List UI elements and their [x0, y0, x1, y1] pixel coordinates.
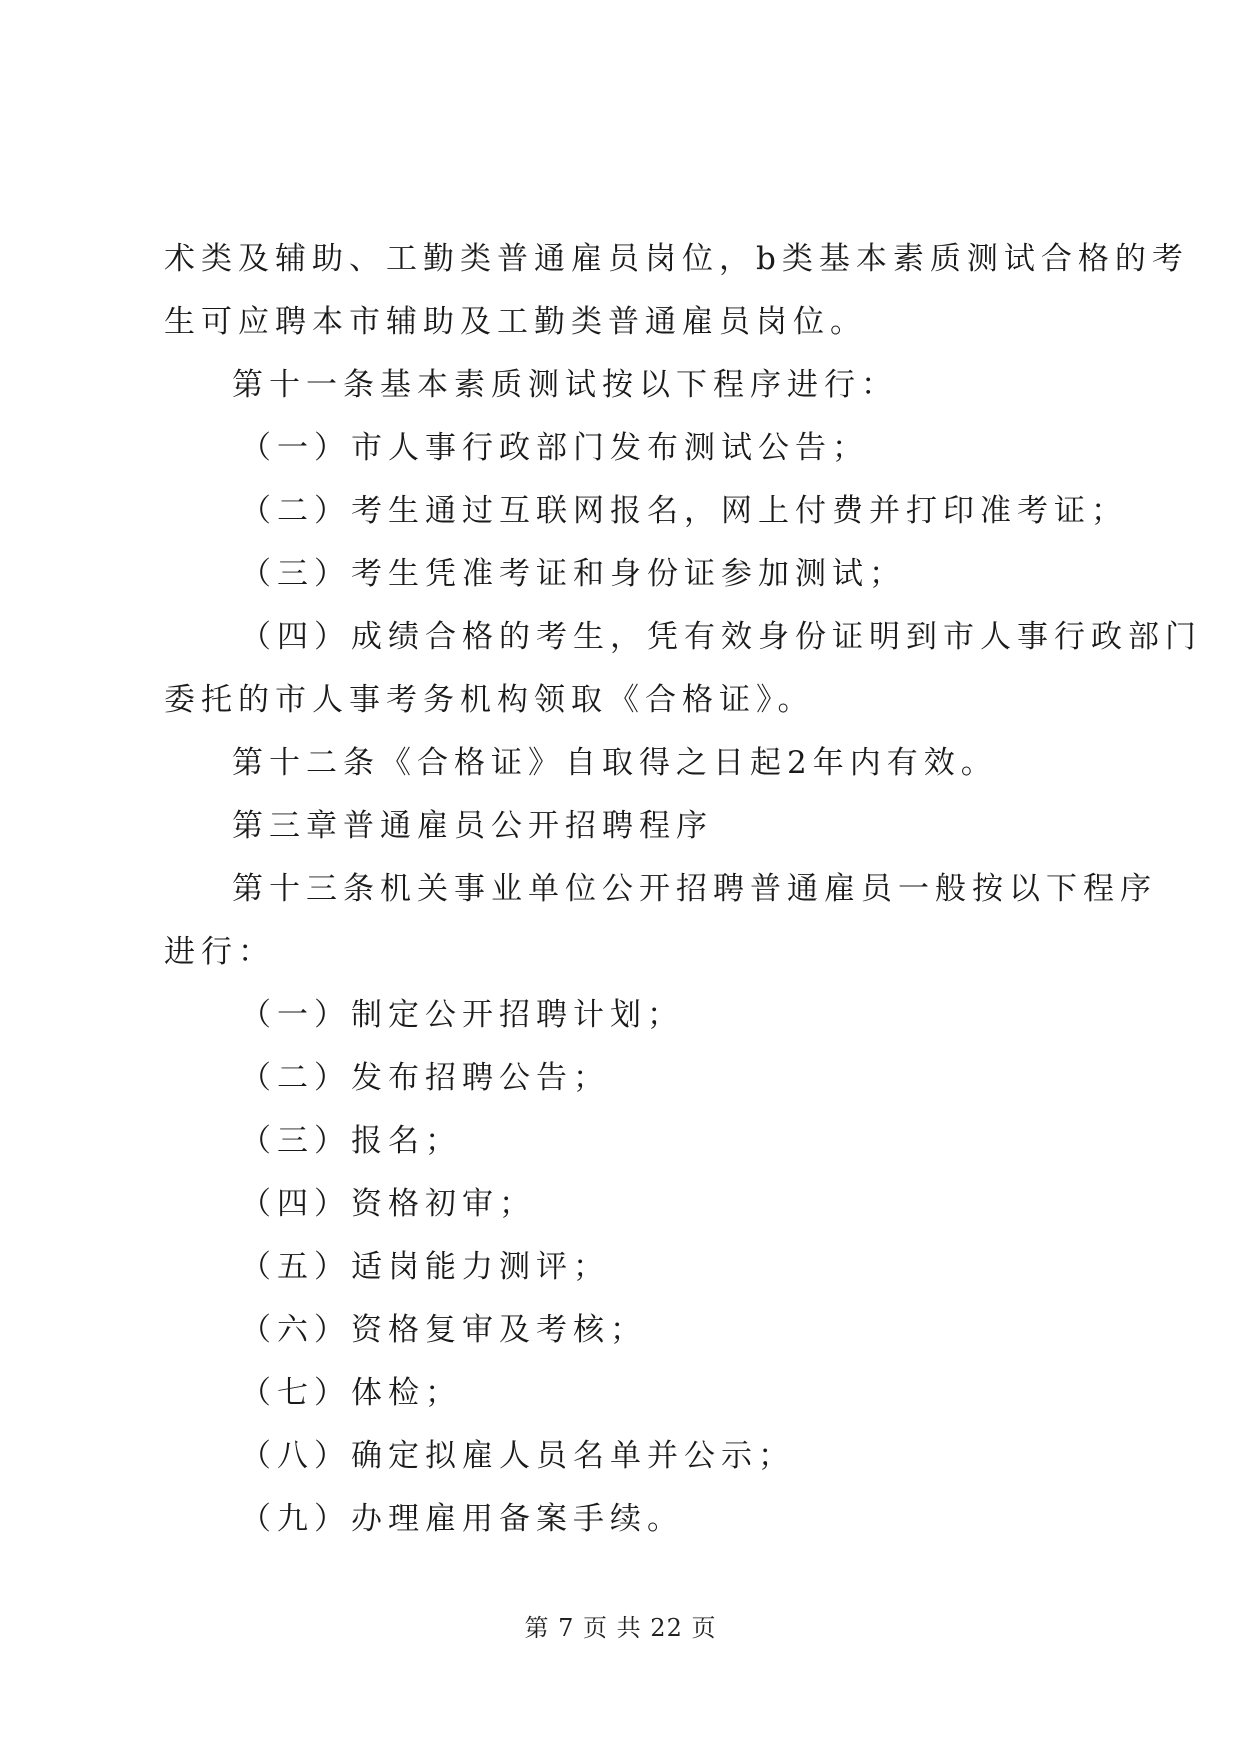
article-13-heading: 第十三条机关事业单位公开招聘普通雇员一般按以下程序: [232, 871, 1157, 907]
list-item: （八）确定拟雇人员名单并公示；: [240, 1438, 795, 1474]
text-line: 进行：: [164, 934, 275, 970]
list-item: （九）办理雇用备案手续。: [240, 1501, 684, 1537]
list-item: （三）考生凭准考证和身份证参加测试；: [240, 556, 906, 592]
list-item: （一）市人事行政部门发布测试公告；: [240, 430, 869, 466]
list-item: （三）报名；: [240, 1123, 462, 1159]
text-line: 术类及辅助、工勤类普通雇员岗位，b类基本素质测试合格的考: [164, 241, 1189, 277]
list-item: （二）发布招聘公告；: [240, 1060, 610, 1096]
list-item: （四）成绩合格的考生，凭有效身份证明到市人事行政部门: [240, 619, 1202, 655]
chapter-3-heading: 第三章普通雇员公开招聘程序: [232, 808, 713, 844]
text-line: 生可应聘本市辅助及工勤类普通雇员岗位。: [164, 304, 867, 340]
page-number-footer: 第 7 页 共 22 页: [524, 1614, 717, 1642]
list-item: （七）体检；: [240, 1375, 462, 1411]
list-item: （四）资格初审；: [240, 1186, 536, 1222]
text-line: 委托的市人事考务机构领取《合格证》。: [164, 682, 815, 718]
article-12: 第十二条《合格证》自取得之日起2年内有效。: [232, 745, 998, 781]
article-11-heading: 第十一条基本素质测试按以下程序进行：: [232, 367, 898, 403]
list-item: （五）适岗能力测评；: [240, 1249, 610, 1285]
document-body: [164, 228, 1202, 1551]
list-item: （六）资格复审及考核；: [240, 1312, 647, 1348]
list-item: （二）考生通过互联网报名，网上付费并打印准考证；: [240, 493, 1128, 529]
list-item: （一）制定公开招聘计划；: [240, 997, 684, 1033]
